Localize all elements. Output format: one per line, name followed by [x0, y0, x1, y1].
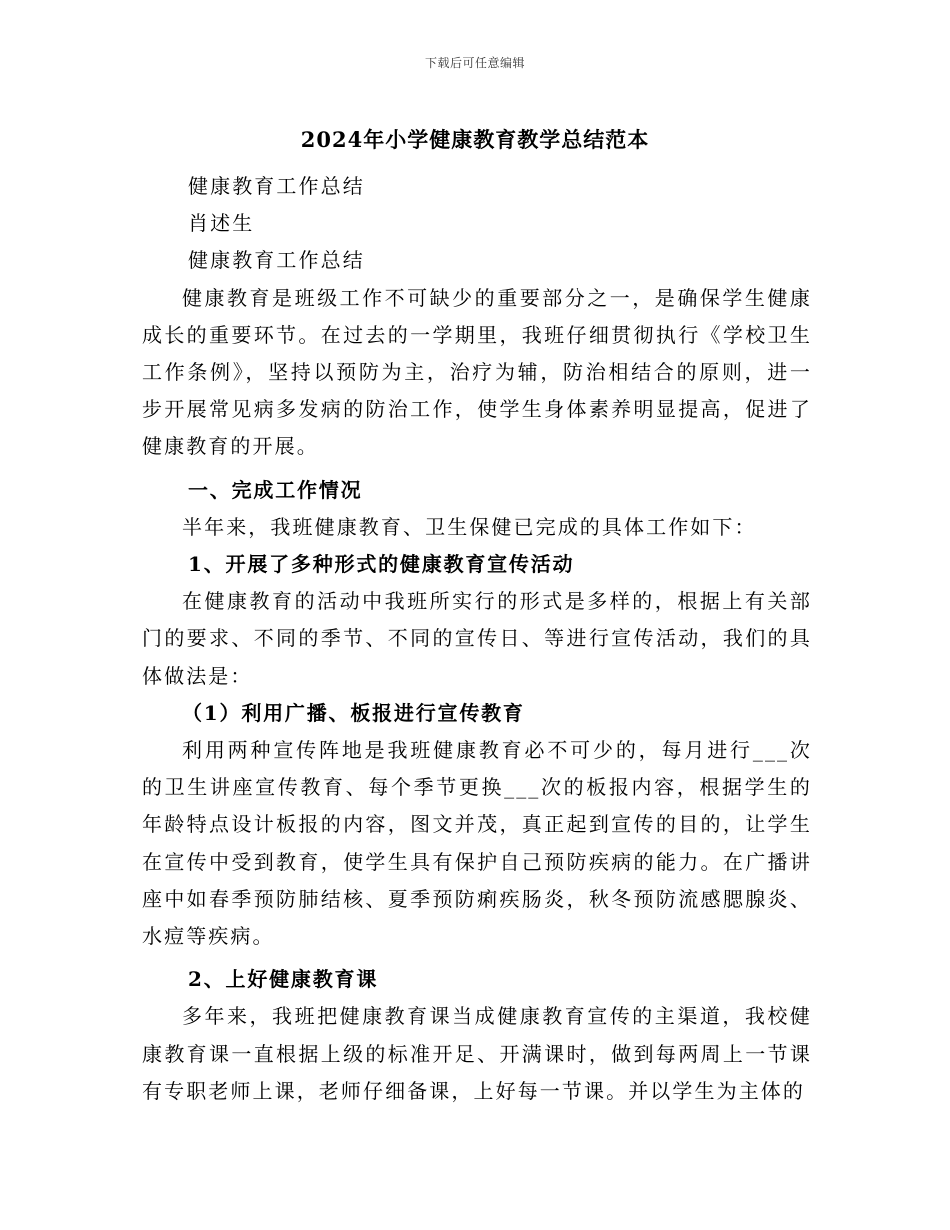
subtitle-line: 健康教育工作总结: [188, 174, 365, 198]
subtitle-line-repeat: 健康教育工作总结: [188, 248, 365, 273]
paragraph-broadcast: 利用两种宣传阵地是我班健康教育必不可少的，每月进行___次的卫生讲座宣传教育、每个季节更换___次的板报内容，根据学生的年龄特点设计板报的内容，图文并茂，真正起到宣传的目的，让学生在宣传中受到教育，使学生具有保护自己预防疾病的能力。在广播讲座中如春季预防肺结核、夏季预防痢疾肠炎，秋冬预防流感腮腺炎、水痘等疾病。: [142, 737, 812, 948]
page-header-note: 下载后可任意编辑: [424, 56, 525, 70]
paragraph-summary: 半年来，我班健康教育、卫生保健已完成的具体工作如下：: [182, 514, 757, 539]
section-heading-1: 一、完成工作情况: [188, 477, 363, 502]
author-line: 肖述生: [188, 211, 255, 236]
paragraph-classes: 多年来，我班把健康教育课当成健康教育宣传的主渠道，我校健康教育课一直根据上级的标准开足、开满课时，做到每两周上一节课有专职老师上课，老师仔细备课，上好每一节课。并以学生为主体的: [142, 1004, 812, 1103]
section-heading-1-1-1: （1）利用广播、板报进行宣传教育: [182, 700, 525, 725]
paragraph-intro: 健康教育是班级工作不可缺少的重要部分之一，是确保学生健康成长的重要环节。在过去的一学期里，我班仔细贯彻执行《学校卫生工作条例》，坚持以预防为主，治疗为辅，防治相结合的原则，进一步开展常见病多发病的防治工作，使学生身体素养明显提高，促进了健康教育的开展。: [142, 285, 812, 459]
section-heading-1-1: 1、开展了多种形式的健康教育宣传活动: [188, 551, 575, 576]
section-heading-2: 2、上好健康教育课: [188, 967, 379, 992]
document-title: 2024年小学健康教育教学总结范本: [300, 127, 650, 152]
document-body: [142, 168, 812, 1110]
paragraph-activities: 在健康教育的活动中我班所实行的形式是多样的，根据上有关部门的要求、不同的季节、不同的宣传日、等进行宣传活动，我们的具体做法是：: [142, 589, 812, 688]
